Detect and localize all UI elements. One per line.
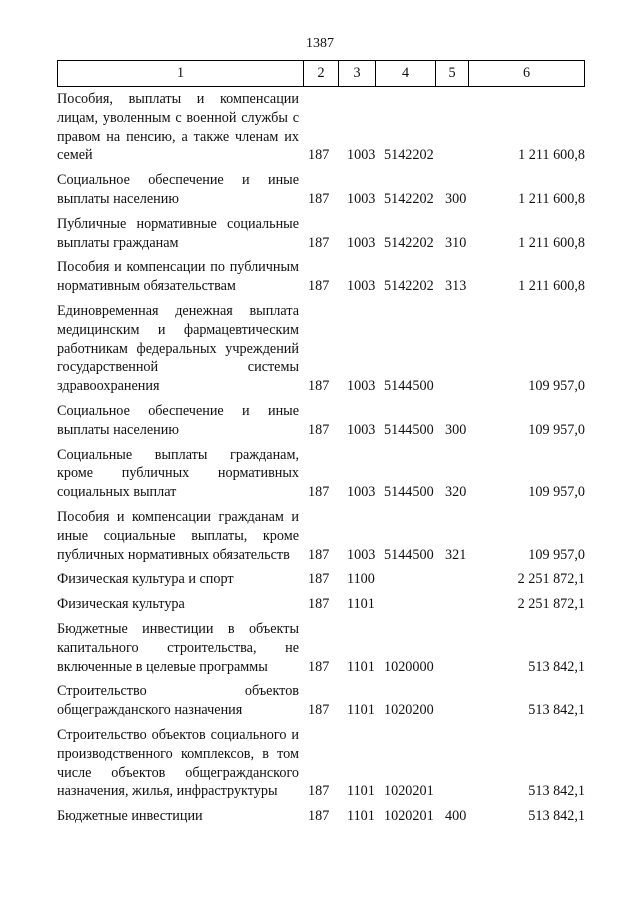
row-c2: 187 [308,234,330,251]
row-name: Социальное обеспечение и иные выплаты населению [57,172,299,207]
table-row [57,402,585,440]
row-c6: 513 842,1 [528,658,585,675]
row-name: Строительство объектов социального и производственного комплексов, в том числе объектов общегражданского назначения, жилья, инфраструктуры [57,726,299,800]
row-c2: 187 [308,658,330,675]
row-c2: 187 [308,484,330,501]
table-row [57,215,585,253]
table-row [57,682,585,720]
row-c4: 5144500 [384,546,434,563]
table-header [57,60,585,87]
row-name: Бюджетные инвестиции в объекты капитального строительства, не включенные в целевые программы [57,620,299,675]
page-number: 1387 [306,36,334,51]
row-c4: 5142202 [384,190,434,207]
row-c6: 513 842,1 [528,702,585,719]
header-col-4: 4 [376,61,436,86]
row-c4: 1020201 [384,783,434,800]
row-c3: 1101 [347,658,375,675]
row-c3: 1003 [347,421,376,438]
row-c4: 1020200 [384,702,434,719]
row-c6: 2 251 872,1 [517,571,585,588]
table-row [57,258,585,296]
row-name: Пособия, выплаты и компенсации лицам, уволенным с военной службы с правом на пенсию, а также членам их семей [57,91,299,164]
row-c2: 187 [308,378,330,395]
table-row [57,508,585,564]
row-c6: 1 211 600,8 [518,147,585,164]
row-c3: 1003 [347,190,376,207]
row-c6: 1 211 600,8 [518,234,585,251]
row-c6: 1 211 600,8 [518,278,585,295]
row-c6: 2 251 872,1 [517,596,585,613]
table-row [57,570,585,589]
table-row [57,171,585,209]
row-c3: 1101 [347,808,375,825]
row-name: Строительство объектов общегражданского назначения [57,683,299,719]
row-c6: 1 211 600,8 [518,190,585,207]
header-col-2: 2 [304,61,339,86]
row-name: Единовременная денежная выплата медицинским и фармацевтическим работникам федеральных учреждений государственной системы здравоохранения [57,302,299,395]
row-c3: 1003 [347,234,376,251]
row-name: Социальное обеспечение и иные выплаты населению [57,402,299,438]
row-name: Бюджетные инвестиции [57,808,203,825]
row-c2: 187 [308,571,330,588]
row-c3: 1101 [347,596,375,613]
table-row [57,807,585,826]
row-c3: 1003 [347,278,376,295]
row-c2: 187 [308,596,330,613]
row-c5: 320 [445,484,467,501]
row-c3: 1003 [347,378,376,395]
row-name: Социальные выплаты гражданам, кроме публичных нормативных социальных выплат [57,446,299,501]
row-c4: 5142202 [384,234,434,251]
row-c3: 1003 [347,546,376,563]
row-name: Пособия и компенсации гражданам и иные социальные выплаты, кроме публичных нормативных обязательств [57,508,299,563]
row-c3: 1100 [347,571,375,588]
row-c4: 5142202 [384,278,434,295]
row-c5: 321 [445,546,467,563]
row-name: Пособия и компенсации по публичным нормативным обязательствам [57,259,299,295]
row-c2: 187 [308,808,330,825]
table-body [57,90,585,832]
table-row [57,595,585,614]
row-c2: 187 [308,546,330,563]
row-c3: 1101 [347,702,375,719]
row-c6: 109 957,0 [528,421,585,438]
row-c2: 187 [308,278,330,295]
row-name: Физическая культура и спорт [57,571,234,588]
row-c5: 300 [445,190,467,207]
table-row [57,90,585,165]
row-name: Физическая культура [57,596,185,613]
row-c5: 310 [445,234,467,251]
header-col-3: 3 [339,61,376,86]
row-c3: 1101 [347,783,375,800]
row-c4: 5144500 [384,421,434,438]
row-c6: 109 957,0 [528,546,585,563]
row-c6: 513 842,1 [528,808,585,825]
row-c6: 513 842,1 [528,783,585,800]
row-c4: 5142202 [384,147,434,164]
row-c3: 1003 [347,147,376,164]
table-row [57,726,585,801]
header-col-5: 5 [436,61,469,86]
row-c4: 5144500 [384,484,434,501]
table-row [57,620,585,676]
row-c2: 187 [308,190,330,207]
row-c6: 109 957,0 [528,484,585,501]
row-c2: 187 [308,702,330,719]
row-c2: 187 [308,147,330,164]
row-c2: 187 [308,783,330,800]
row-c4: 5144500 [384,378,434,395]
header-col-6: 6 [522,65,531,81]
header-col-1: 1 [58,61,304,86]
table-row [57,302,585,396]
row-c2: 187 [308,421,330,438]
table-row [57,446,585,502]
row-c3: 1003 [347,484,376,501]
row-name: Публичные нормативные социальные выплаты гражданам [57,215,299,251]
row-c5: 400 [445,808,467,825]
row-c4: 1020201 [384,808,434,825]
row-c6: 109 957,0 [528,378,585,395]
row-c5: 300 [445,421,467,438]
row-c4: 1020000 [384,658,434,675]
row-c5: 313 [445,278,467,295]
